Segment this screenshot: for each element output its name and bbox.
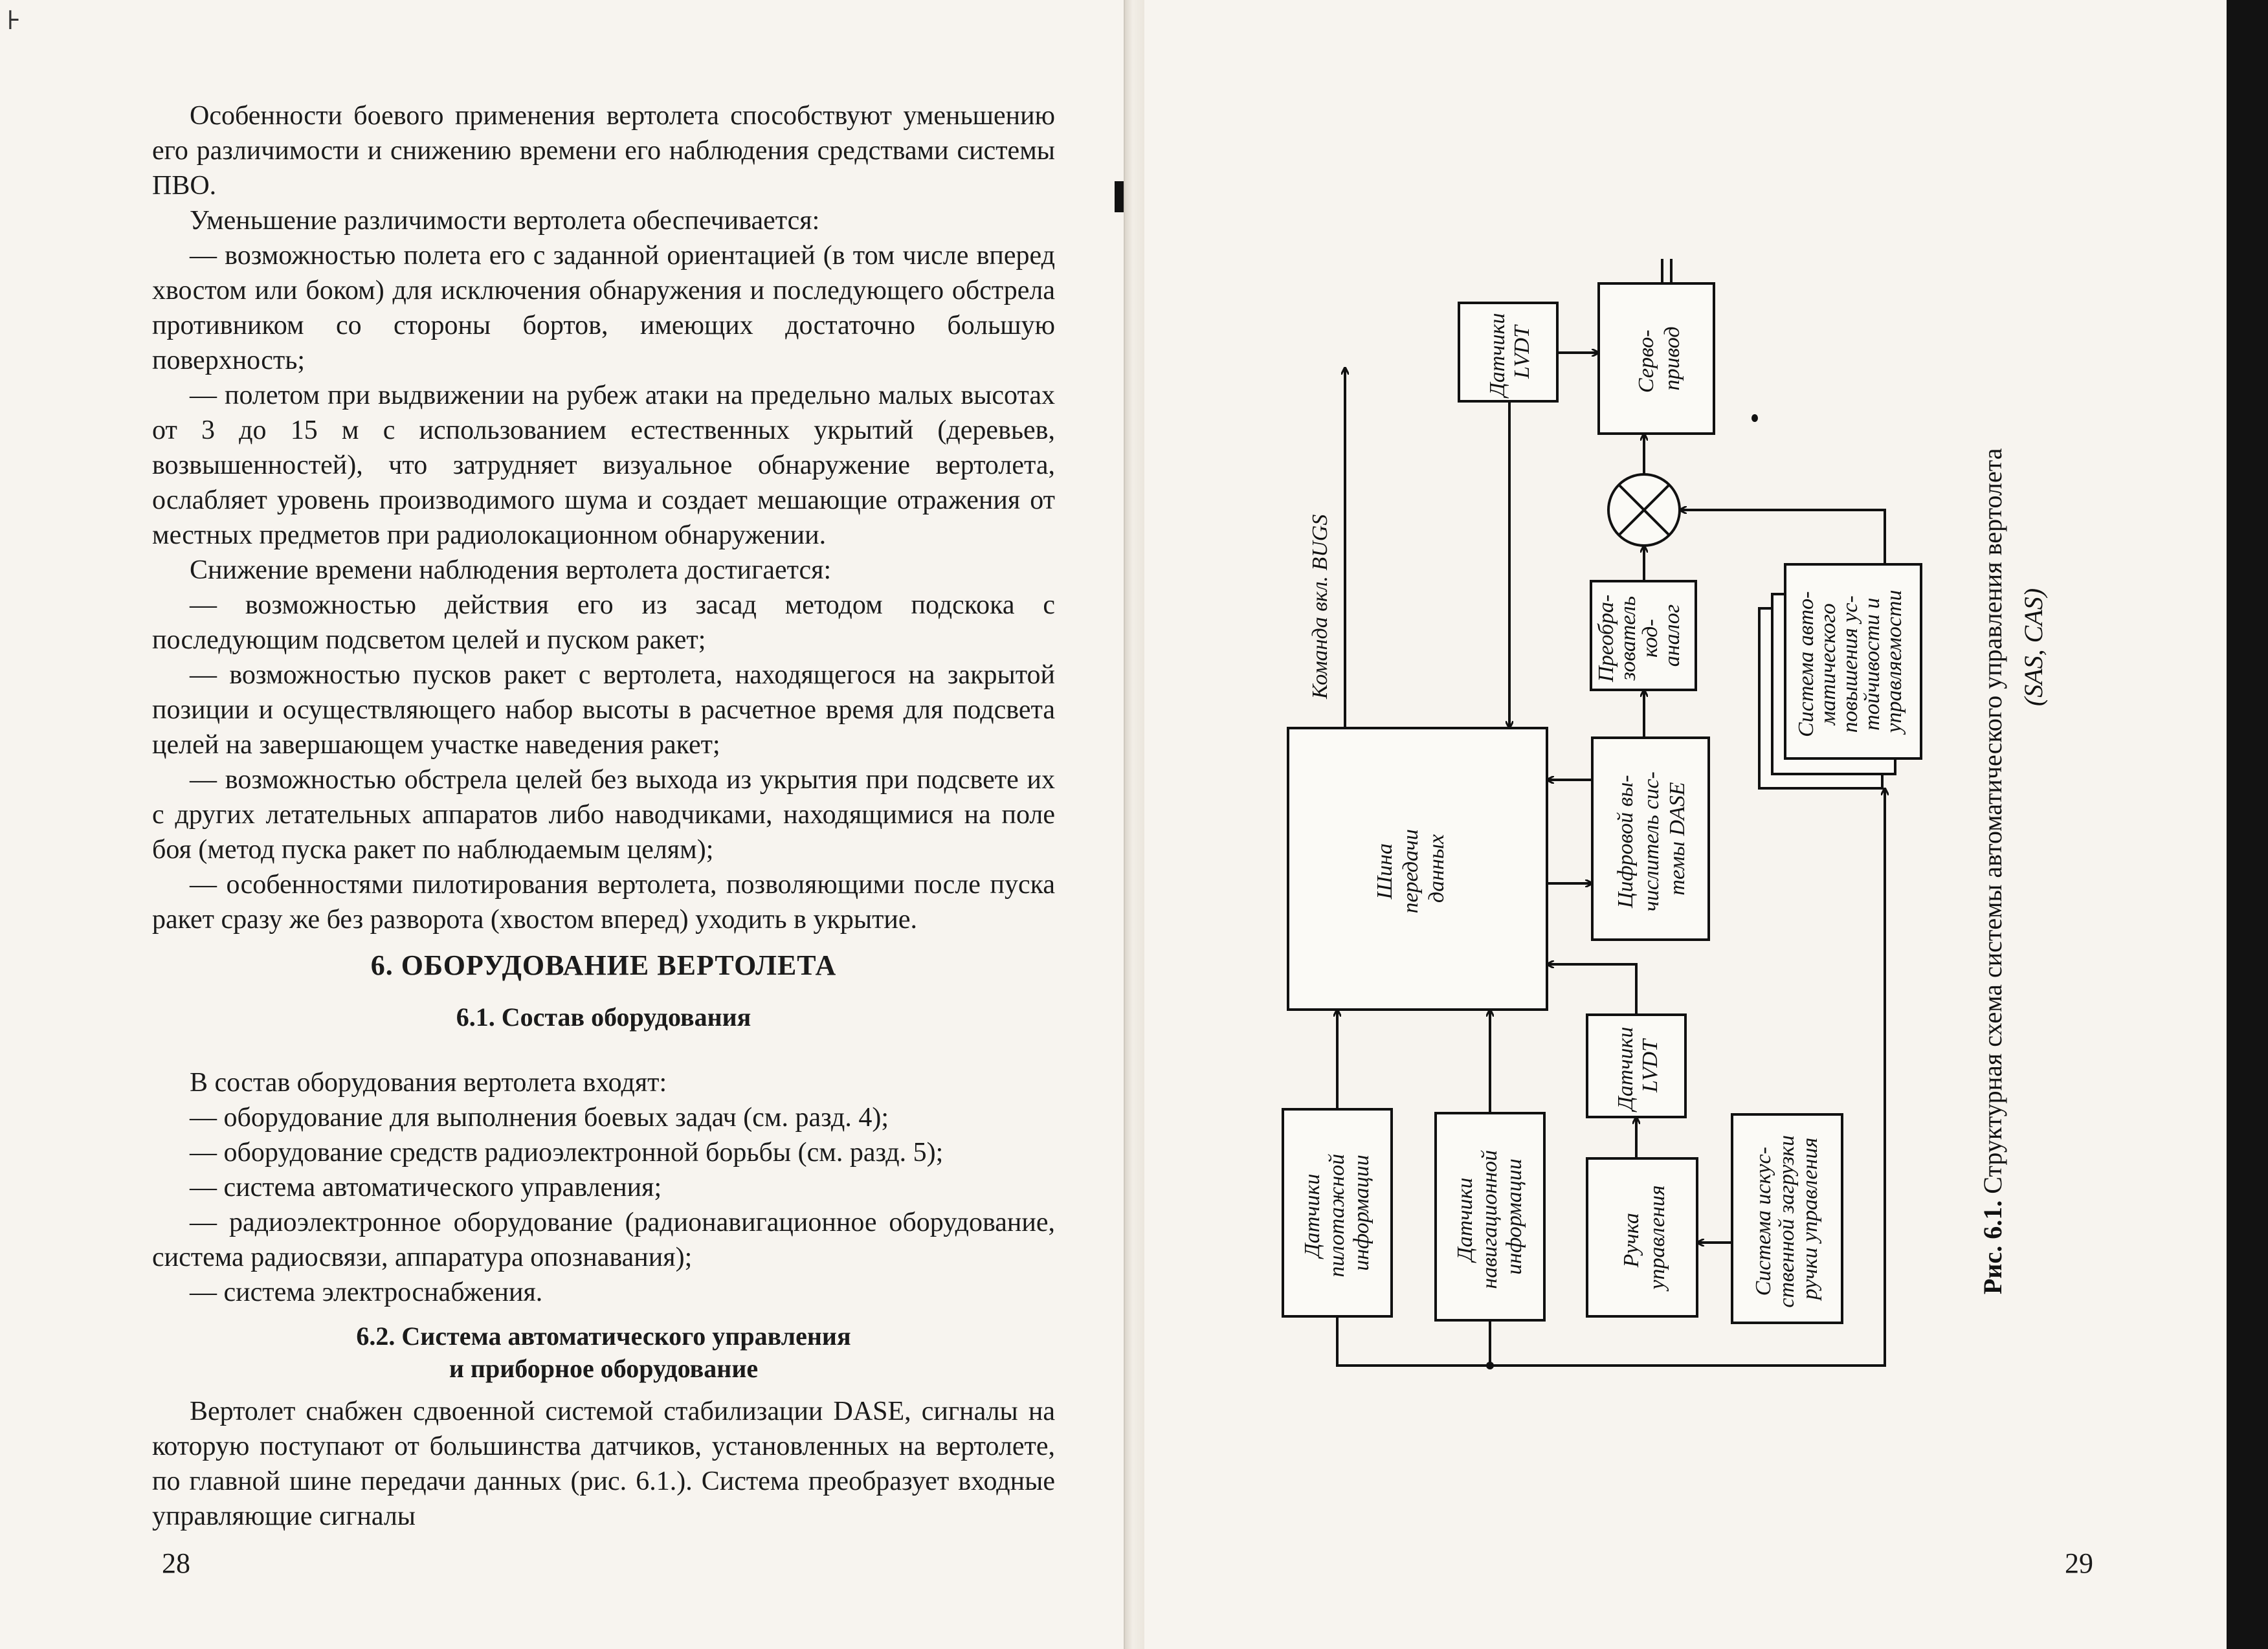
list-item: — радиоэлектронное оборудование (радионавигационное оборудование, система радиосвязи, аппаратура опознавания); [152, 1208, 1055, 1272]
page-number: 28 [162, 1547, 190, 1579]
lvdt-top-label: Датчики LVDT [1485, 313, 1534, 397]
sas-label: Система авто- матического повышения ус- тойчивости и управляемости [1794, 590, 1906, 737]
paragraph: — возможностью действия его из засад методом подскока с последующим подсветом целей и пуском ракет; [152, 590, 1055, 655]
lvdt-bottom-to-bus-arrow [1547, 964, 1636, 1015]
paragraph: — возможностью обстрела целей без выхода из укрытия при подсвете их с других летательных аппаратов либо наводчиками, находящимися на поле боя (метод пуска ракет по наблюдаемым целям); [152, 765, 1055, 865]
bugs-command-label: Команда вкл. BUGS [1308, 514, 1332, 699]
servo-label: Серво- привод [1634, 326, 1684, 393]
pilot-sensors-label: Датчики пилотажной информации [1300, 1153, 1373, 1278]
junction-dot [1486, 1362, 1494, 1369]
page-number: 29 [2065, 1547, 2093, 1579]
feel-system-label: Система искус- ственной загрузки ручки управления [1751, 1134, 1822, 1308]
sas-to-junction-arrow [1680, 510, 1885, 564]
figure-caption-sub: (SAS, CAS) [2019, 588, 2048, 707]
subsection-heading-line: 6.2. Система автоматического управления [356, 1322, 851, 1351]
stick-label: Ручка управления [1619, 1185, 1669, 1290]
paragraph: — полетом при выдвижении на рубеж атаки на предельно малых высотах от 3 до 15 м с использованием естественных укрытий (деревьев, возвышенностей), что затрудняет визуальное обнаружение вертолета, ослабляет уровень производимого шума и создает мешающие отражения от местных предметов при радиолокационном обнаружении. [152, 381, 1055, 550]
dase-computer-label: Цифровой вы- числитель сис- темы DASE [1614, 771, 1689, 912]
list-item: — система автоматического управления; [190, 1173, 662, 1202]
corner-mark-icon: ⊦ [6, 6, 21, 35]
paragraph: — возможностью полета его с заданной ориентацией (в том числе вперед хвостом или боком) для исключения обнаружения и последующего обстрела противником со стороны бортов, имеющих достаточно большую поверхность; [152, 241, 1055, 375]
figure-caption: Рис. 6.1. Структурная схема системы автоматического управления вертолета [1978, 448, 2007, 1294]
paragraph: — возможностью пусков ракет с вертолета, находящегося на закрытой позиции и осуществляющего набор высоты в расчетное время для подсвета целей на завершающем участке наведения ракет; [152, 660, 1055, 760]
paragraph: Уменьшение различимости вертолета обеспечивается: [190, 206, 820, 236]
section-heading: 6. ОБОРУДОВАНИЕ ВЕРТОЛЕТА [370, 949, 837, 981]
paragraph: — особенностями пилотирования вертолета, позволяющими после пуска ракет сразу же без разворота (хвостом вперед) уходить в укрытие. [152, 870, 1055, 935]
data-bus-label: Шина передачи данных [1373, 829, 1449, 914]
list-item: — оборудование для выполнения боевых задач (см. разд. 4); [190, 1103, 889, 1133]
list-item: — оборудование средств радиоэлектронной борьбы (см. разд. 5); [190, 1138, 944, 1168]
subsection-heading: 6.1. Состав оборудования [456, 1002, 751, 1032]
list-intro: В состав оборудования вертолета входят: [190, 1068, 667, 1098]
list-item: — система электроснабжения. [190, 1278, 543, 1307]
converter-label: Преобра- зователь код- аналог [1594, 594, 1684, 682]
lvdt-bottom-label: Датчики LVDT [1614, 1026, 1662, 1111]
subsection-heading-line: и приборное оборудование [449, 1354, 759, 1383]
paragraph: Снижение времени наблюдения вертолета достигается: [190, 555, 832, 585]
paragraph: Вертолет снабжен сдвоенной системой стабилизации DASE, сигналы на которую поступают от большинства датчиков, установленных на вертолете, по главной шине передачи данных (рис. 6.1.). Система преобразует входные управляющие сигналы [152, 1397, 1055, 1531]
nav-sensors-label: Датчики навигационной информации [1453, 1149, 1526, 1289]
paragraph: Особенности боевого применения вертолета способствуют уменьшению его различимости и снижению времени его наблюдения средствами системы ПВО. [152, 101, 1055, 201]
